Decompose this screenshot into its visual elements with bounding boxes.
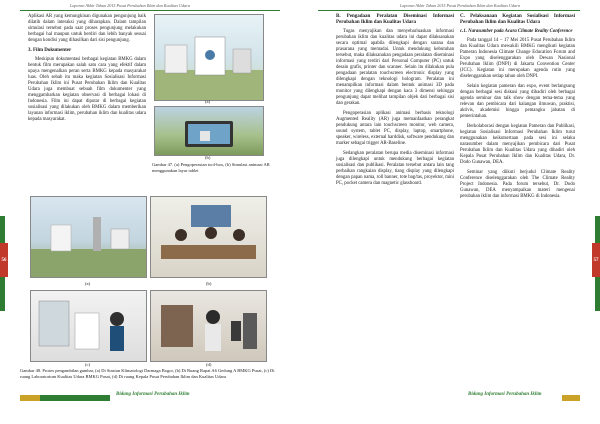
photo-48c [30,290,147,362]
running-head: Laporan Akhir Tahun 2015 Pusat Perubahan Iklim dan Kualitas Udara [70,3,190,8]
paragraph: Sedangkan peralatan berupa media diseminasi informasi juga dilengkapi untuk mendukung berbagai kegiatan sosialisasi dan publikasi. Peralatan tersebut antara lain tang perbaikan rangkaian display, tiang display yang dilengkapi dengan papan nama, roll banner, tote bag/tas, proyektor, mini PC, pocket camera dan magnetic glassboard. [336,151,454,186]
running-head: Laporan Akhir Tahun 2015 Pusat Perubahan Iklim dan Kualitas Udara [400,3,520,8]
page-number-tab: 57 [592,243,600,277]
paragraph: Tugas menyajikan dan menyebarluaskan informasi perubahan iklim dan kualitas udara ini dapat dilaksanakan secara optimal apabila dilengkapi dengan sarana dan prasarana yang memadai. Untuk mendukung kebutuhan tersebut, maka dilaksanakan pengadaan peralatan diseminasi informasi yang terdiri dari Personal Computer (PC) untuk desain grafis, printer dan scanner. Selain itu dilakukan pula pengadaan peralatan touchscreen electronic display yang dilengkapi dengan teknologi hologram. Peralatan ini menampilkan informasi dalam bentuk animasi 3D pada monitor yang dilengkapi dengan kaca 3 dimensi sehingga pengunjung dapat melihat tampilan objek dari berbagai sisi dan gerakan. [336,29,454,106]
photo-label: (a) [205,99,211,104]
photo-48d-image [151,291,266,361]
paragraph: Aplikasi AR yang kemungkinan digunakan pengunjung baik dilatih dalam interaksi yang diharapkan. Dalam tampilan simulasi tersebut pada saat proses pengunjung melakukan berbagai hal maupun untuk berdiri dan lebih banyak sesuai dengan kondisi yang dihasilkan dari sisi pengunjung. [28,14,146,43]
paragraph: Berkolaborasi dengan kegiatan Pameran dan Publikasi, kegiatan Sosialisasi Informasi Perubahan Iklim turut menggunakan keikutsertaan pada sesi ini selaku narasumber dalam menyajikan pembicara dari Pusat Perubahan Iklim dan Kualitas Udara yang dihadiri oleh Kepala Pusat Perubahan Iklim dan Kualitas Udara, Dr. Dodo Gunawan, DEA. [460,124,575,165]
photo-label: (a) [85,281,91,286]
paragraph: Pada tanggal 14 – 17 Mei 2015 Pusat Perubahan Iklim dan Kualitas Udara mewakili BMKG mengikuti kegiatan Pameran Indonesia Climate Change Education Forum and Expo yang diselenggarakan oleh Dewan Nasional Perubahan Iklim (DNPI) di Jakarta Convention Center (JCC). Kegiatan ini merupakan agenda rutin yang diselenggarakan setiap tahun oleh DNPI. [460,38,575,79]
paragraph: Selain kegiatan pameran dan expo, event berlangsung dengan berbagai sesi diskusi yang dihadiri oleh berbagai agenda seminar dan talk show dengan tema-tema yang relevan dan pembicara dari kalangan ilmuwan, praktisi, aktivis, akademisi hingga pemangku jabatan di pemerintahan. [460,84,575,119]
footer-bar [40,395,110,401]
photo-ar-simulation [154,106,264,156]
photo-48d [150,290,267,362]
photo-48b-image [151,197,266,277]
paragraph: Meskipun dokumentasi berbagai kegiatan BMKG dalam bentuk film merupakan salah satu cara yang efektif dalam upaya mengenalkan peran serta BMKG kepada masyarakat luas. Oleh sebab itu maka kegiatan Sosialisasi Informasi Perubahan Iklim ini Pusat Perubahan Iklim dan Kualitas Udara juga membuat sebuah film dokumenter yang menggambarkan kegiatan observasi di berbagai lokasi di Indonesia. Film ini dapat diputar di berbagai kegiatan sosialisasi yang dilakukan oleh BMKG dalam memberikan layanan informasi iklim, perubahan iklim dan kualitas udara kepada masyarakat. [28,57,146,122]
photo-48c-image [31,291,146,361]
photo-label: (c) [85,362,91,367]
footer-accent [562,395,580,401]
photo-toolbox [154,14,264,101]
right-text-column-1 [336,14,454,191]
section-heading: C. Pelaksanaan Kegiatan Sosialisasi Informasi Perubahan Iklim dan Kualitas Udara [460,14,575,25]
paragraph: Seminar yang diikuti berjudul Climate Reality Conference diselenggarakan oleh The Climate Reality Project Indonesia. Pada forum tersebut, Dr. Dodo Gunawan, DEA menyampaikan materi mengenai perubahan iklim dan informasi BMKG di Indonesia. [460,170,575,199]
photo-48a-image [31,197,146,277]
figure-caption-47: Gambar 47. (a) Pengoperasian tool-box, (b) Simulasi animasi AR menggunakan layar tablet [152,162,270,173]
header-rule [318,10,580,11]
photo-label: (b) [206,281,212,286]
paragraph: Pengoperasian aplikasi animasi berbasis teknologi Augmented Reality (AR) juga memanfaatkan perangkat pendukung antara lain touchscreen monitor, web camera, sound system, tablet PC, display, laptop, smartphone, speaker, wireless, external harddisk, software pendukung dan marker sebagai trigger AR-Baseline. [336,111,454,146]
ar-image [155,107,263,155]
footer-accent [20,395,40,401]
subsection-heading: c.1. Narasumber pada Acara Climate Reality Conference [460,29,573,34]
footer-text: Bidang Informasi Perubahan Iklim [468,392,542,397]
right-page [300,0,600,424]
photo-label: (b) [205,155,211,160]
photo-48a [30,196,147,278]
section-heading: B. Pengadaan Peralatan Diseminasi Informasi Perubahan Iklim dan Kualitas Udara [336,14,454,25]
photo-label: (d) [206,362,212,367]
page-number-tab: 56 [0,243,8,277]
left-text-column [28,14,146,127]
toolbox-image [155,15,263,100]
section-heading: 3. Film Dokumenter [28,48,72,53]
figure-caption-48: Gambar 48. Proses pengambilan gambar, (a) Di Stasiun Klimatologi Darmaga Bogor, (b) Di Ruang Rapat A6 Gedung A BMKG Pusat, (c) Di ruang Laboratorium Kualitas Udara BMKG Pusat, (d) Di ruang Kepala Pusat Perubahan Iklim dan Kualitas Udara [20,368,275,379]
photo-48b [150,196,267,278]
footer-text: Bidang Informasi Perubahan Iklim [116,392,190,397]
header-rule [20,10,280,11]
right-text-column-2 [460,14,575,204]
